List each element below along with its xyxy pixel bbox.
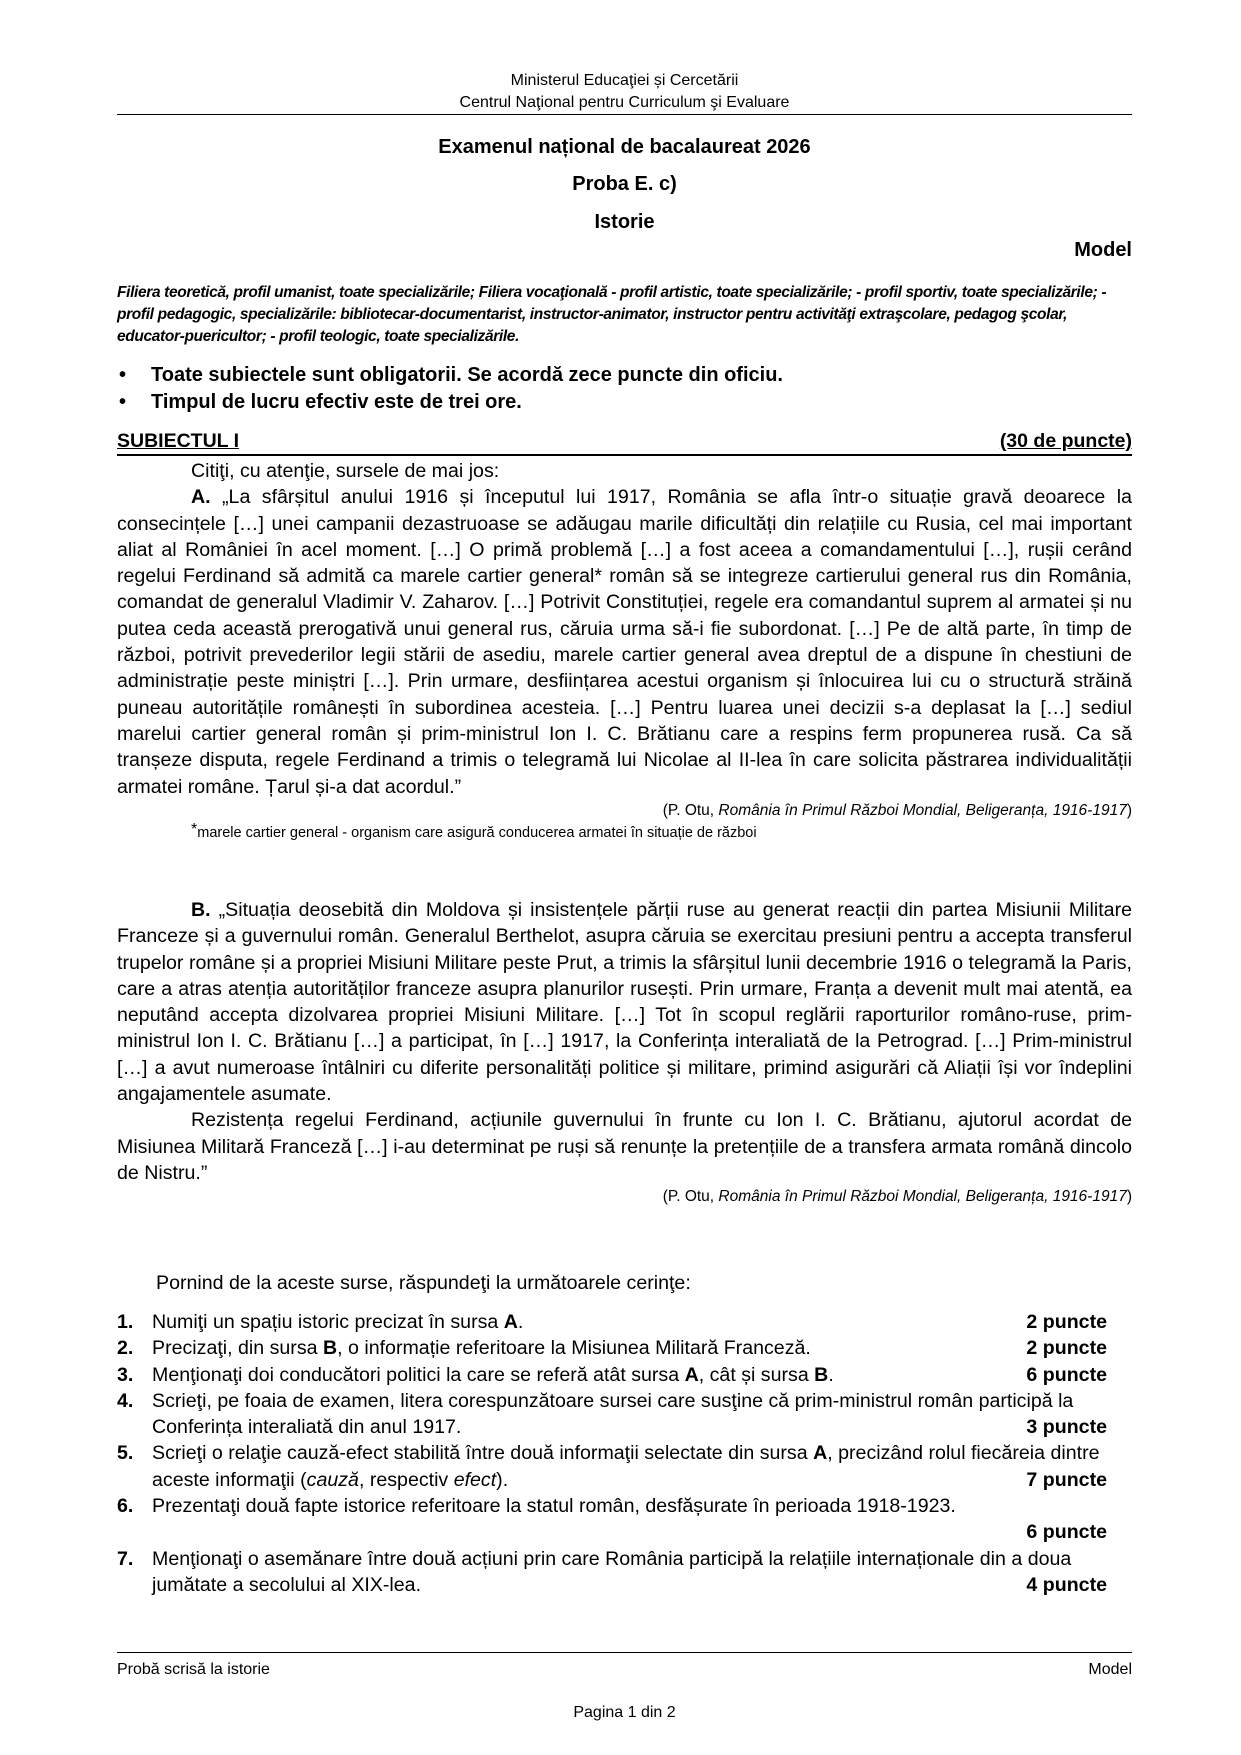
footer-left: Probă scrisă la istorie xyxy=(117,1661,270,1678)
exam-proba: Proba E. c) xyxy=(572,173,677,195)
exam-model-label: Model xyxy=(1074,239,1132,261)
instructions-list xyxy=(117,362,1132,416)
filiera-text: Filiera teoretică, profil umanist, toate specializările; Filiera vocaţională - profil artistic, toate specializările; - profil sportiv, toate specializările; - profil pedagogic, specializările: bibliotecar-documentarist, instructor-animator, instructor pentru activităţi extraşcolare, pedagog şcolar, educator-puericultor; - profil teologic, toate specializările. xyxy=(117,284,1107,345)
footnote-mark: * xyxy=(191,820,198,838)
header-divider xyxy=(117,114,1132,115)
footer-divider xyxy=(117,1652,1132,1653)
footnote-text: marele cartier general - organism care asigură conducerea armatei în situație de război xyxy=(197,824,757,841)
source-b-text: „Situația deosebită din Moldova și insistențele părții ruse au generat reacții din partea Misiunii Militare Franceze și a guvernului român. Generalul Berthelot, asupra căruia se exercitau presiuni pentru a accepta transferul trupelor române și a propriei Misiuni Militare peste Prut, a trimis la sfârșitul lunii decembrie 1916 o telegramă la Paris, care a atras atenția autorităților franceze asupra planurilor rusești. Prin urmare, Franța a devenit mult mai atentă, ea neputând accepta dizolvarea propriei Misiuni Militare. […] Tot în scopul reglării raporturilor româno-ruse, prim-ministrul Ion I. C. Brătianu […] a participat, în […] 1917, la Conferința interaliată de la Petrograd. […] Prim-ministrul […] a avut numeroase întâlniri cu diferite personalități politice și militare, primind asigurări că Aliații își vor îndeplini angajamentele asumate. xyxy=(117,899,1132,1106)
requirement-item xyxy=(117,1335,1132,1361)
requirement-item xyxy=(117,1309,1132,1335)
source-a-paragraph xyxy=(117,484,1132,800)
exam-title: Examenul național de bacalaureat 2026 xyxy=(438,136,811,158)
requirement-number: 2. xyxy=(117,1337,134,1360)
requirement-item xyxy=(117,1388,1132,1441)
requirement-text: Numiţi un spațiu istoric precizat în sursa A. xyxy=(152,1311,524,1333)
requirement-text: Menţionaţi o asemănare între două acțiuni prin care România participă la relațiile internaționale din a doua jumătate a secolului al XIX-lea. xyxy=(152,1547,1072,1596)
requirement-item xyxy=(117,1493,1132,1546)
citation-close: ) xyxy=(1126,801,1132,819)
requirement-number: 5. xyxy=(117,1442,134,1465)
requirement-points: 2 puncte xyxy=(1026,1337,1107,1360)
requirement-number: 1. xyxy=(117,1311,134,1333)
source-b-paragraph xyxy=(117,897,1132,1107)
requirement-points: 4 puncte xyxy=(1026,1573,1107,1596)
requirement-item xyxy=(117,1362,1132,1388)
requirement-number: 4. xyxy=(117,1389,134,1412)
citation-author: (P. Otu, xyxy=(662,1188,719,1206)
requirement-points: 3 puncte xyxy=(1026,1416,1107,1439)
requirement-item xyxy=(117,1440,1132,1493)
source-b-label: B. xyxy=(191,899,211,921)
requirement-points: 7 puncte xyxy=(1026,1468,1107,1491)
requirements-intro: Pornind de la aceste surse, răspundeţi la următoarele cerinţe: xyxy=(156,1272,691,1294)
exam-subject: Istorie xyxy=(594,211,655,233)
source-b-block xyxy=(117,897,1132,1208)
instruction-item xyxy=(117,389,1132,416)
source-b-citation xyxy=(117,1186,1132,1208)
header-center: Centrul Naţional pentru Curriculum şi Evaluare xyxy=(459,94,790,111)
sources-intro: Citiţi, cu atenţie, sursele de mai jos: xyxy=(191,460,500,482)
source-a-block xyxy=(117,458,1132,844)
source-a-citation xyxy=(117,800,1132,822)
citation-title: România în Primul Război Mondial, Beligeranța, 1916-1917 xyxy=(718,1188,1127,1206)
requirement-points: 2 puncte xyxy=(1026,1311,1107,1333)
source-a-footnote xyxy=(117,822,1132,844)
requirement-text: Scrieţi o relaţie cauză-efect stabilită între două informaţii selectate din sursa A, precizând rolul fiecăreia dintre aceste informaţii (cauză, respectiv efect). xyxy=(152,1442,1100,1491)
source-a-label: A. xyxy=(191,486,211,509)
footer-right: Model xyxy=(1088,1661,1132,1678)
requirement-number: 7. xyxy=(117,1547,134,1570)
bullet-icon: • xyxy=(119,364,127,386)
requirement-text: Precizaţi, din sursa B, o informație referitoare la Misiunea Militară Franceză. xyxy=(152,1337,811,1360)
page-number: Pagina 1 din 2 xyxy=(573,1704,676,1721)
requirements-list xyxy=(117,1309,1132,1598)
requirement-points: 6 puncte xyxy=(1026,1363,1107,1386)
requirement-number: 6. xyxy=(117,1495,134,1518)
requirement-points: 6 puncte xyxy=(1026,1521,1107,1544)
bullet-icon: • xyxy=(119,391,127,413)
source-b-paragraph-2: Rezistența regelui Ferdinand, acțiunile guvernului în frunte cu Ion I. C. Brătianu, ajutorul acordat de Misiunea Militară Franceză […] i-au determinat pe ruși să renunțe la pretențiile de a transfera armata română dincolo de Nistru.” xyxy=(117,1109,1132,1184)
section-points: (30 de puncte) xyxy=(999,430,1132,452)
section-title: SUBIECTUL I xyxy=(117,430,240,452)
instruction-text: Timpul de lucru efectiv este de trei ore. xyxy=(151,391,522,413)
citation-title: România în Primul Război Mondial, Beligeranța, 1916-1917 xyxy=(718,801,1127,819)
citation-close: ) xyxy=(1126,1188,1132,1206)
instruction-text: Toate subiectele sunt obligatorii. Se acordă zece puncte din oficiu. xyxy=(151,364,783,386)
requirement-text: Menţionaţi doi conducători politici la care se referă atât sursa A, cât și sursa B. xyxy=(152,1363,834,1386)
requirement-text: Scrieţi, pe foaia de examen, litera corespunzătoare sursei care susţine că prim-ministrul român participă la Conferința interaliată din anul 1917. xyxy=(152,1389,1074,1439)
requirement-item xyxy=(117,1546,1132,1599)
instruction-item xyxy=(117,362,1132,389)
requirement-text: Prezentaţi două fapte istorice referitoare la statul român, desfășurate în perioada 1918-1923. xyxy=(152,1495,956,1518)
header-ministry: Ministerul Educaţiei și Cercetării xyxy=(510,72,739,89)
source-a-text: „La sfârșitul anului 1916 și începutul lui 1917, România se afla într-o situație gravă deoarece la consecințele […] unei campanii dezastruoase se adăugau marile dificultăți din relațiile cu Rusia, cel mai important aliat al României în acel moment. […] O primă problemă […] a fost aceea a comandamentului […], rușii cerând regelui Ferdinand să admită ca marele cartier general* român să se integreze cartierului general rus din România, comandat de generalul Vladimir V. Zaharov. […] Potrivit Constituției, regele era comandantul suprem al armatei și nu putea ceda această prerogativă unui general rus, căruia urma să-i fie subordonat. […] Pe de altă parte, în timp de război, potrivit prevederilor legii stării de asediu, marele cartier general avea dreptul de a dispune în chestiuni de administrație peste miniștri […]. Prin urmare, desființarea acestui organism și înlocuirea lui cu o structură străină puneau autoritățile românești în subordinea acesteia. […] Pentru luarea unei decizii s-a deplasat la […] sediul marelui cartier general român și prim-ministrul Ion I. C. Brătianu care a respins ferm propunerea rusă. Ca să tranșeze disputa, regele Ferdinand a trimis o telegramă lui Nicolae al II-lea în care solicita păstrarea individualității armatei române. Țarul și-a dat acordul.” xyxy=(117,486,1132,798)
requirement-number: 3. xyxy=(117,1363,134,1386)
citation-author: (P. Otu, xyxy=(662,801,719,819)
section-heading xyxy=(117,428,1132,456)
